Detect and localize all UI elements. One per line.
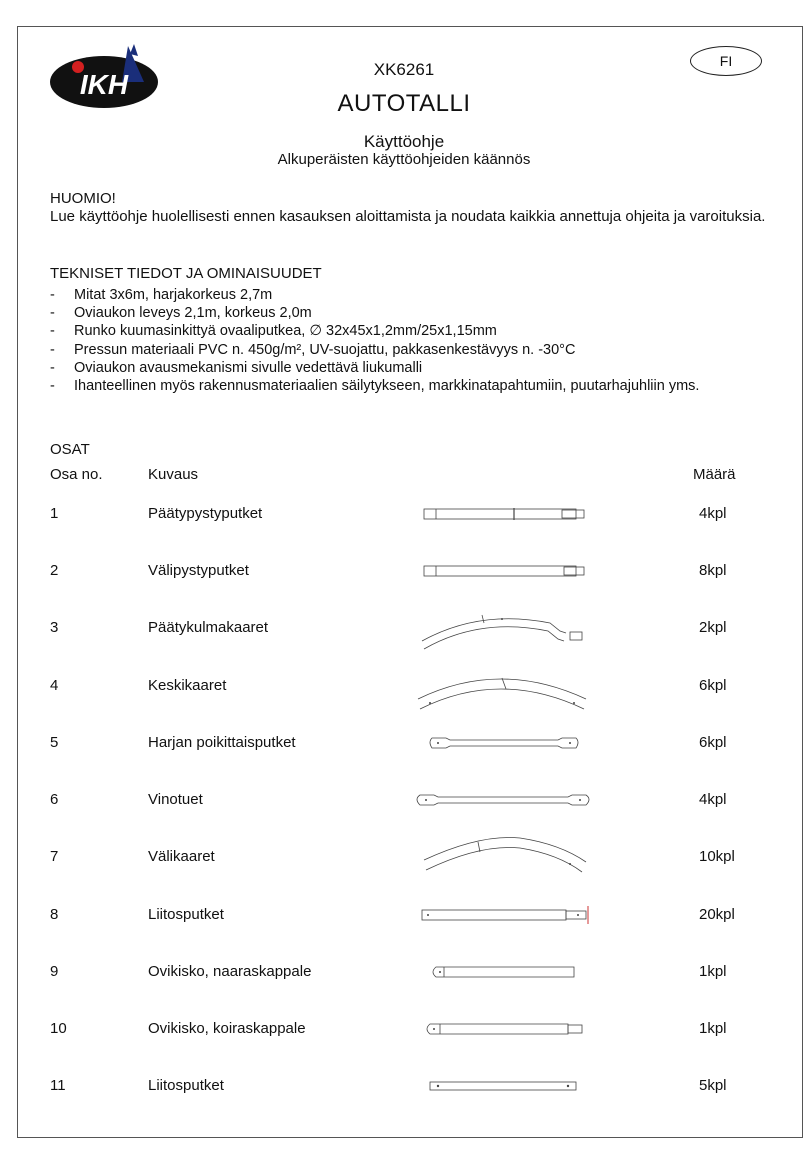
door-rail-male-drawing	[410, 1006, 600, 1050]
part-row	[0, 1077, 808, 1107]
spec-item: - Runko kuumasinkittyä ovaaliputkea, ∅ 32x45x1,2mm/25x1,15mm	[50, 323, 497, 340]
logo-text: IKH	[79, 69, 129, 100]
translation-note: Alkuperäisten käyttöohjeiden käännös	[277, 151, 531, 168]
part-quantity: 20kpl	[699, 906, 735, 923]
upright-post-drawing	[410, 491, 600, 535]
part-description: Päätypystyputket	[148, 505, 263, 522]
ridge-crossbar-drawing	[410, 720, 600, 764]
part-quantity: 2kpl	[699, 619, 727, 636]
part-row	[0, 734, 808, 764]
part-description: Päätykulmakaaret	[148, 619, 269, 636]
part-row	[0, 906, 808, 936]
part-row	[0, 963, 808, 993]
parts-heading: OSAT	[50, 441, 90, 458]
connector-tube-short-drawing	[410, 1063, 600, 1107]
part-description: Välipystyputket	[148, 562, 249, 579]
part-quantity: 10kpl	[699, 848, 735, 865]
end-corner-arch-drawing	[410, 605, 600, 649]
specs-heading: TEKNISET TIEDOT JA OMINAISUUDET	[50, 265, 322, 282]
part-number: 8	[50, 906, 59, 923]
part-description: Välikaaret	[148, 848, 215, 865]
door-rail-female-drawing	[410, 949, 600, 993]
part-quantity: 5kpl	[699, 1077, 727, 1094]
column-header-qty: Määrä	[693, 466, 736, 483]
part-description: Liitosputket	[148, 906, 224, 923]
part-number: 2	[50, 562, 59, 579]
middle-post-drawing	[410, 548, 600, 592]
part-description: Ovikisko, naaraskappale	[148, 963, 312, 980]
spec-item: - Oviaukon leveys 2,1m, korkeus 2,0m	[50, 305, 312, 322]
part-description: Keskikaaret	[148, 677, 227, 694]
part-quantity: 8kpl	[699, 562, 727, 579]
part-description: Vinotuet	[148, 791, 203, 808]
document-title: AUTOTALLI	[337, 90, 471, 117]
model-number: XK6261	[373, 60, 435, 79]
document-subtitle: Käyttöohje	[363, 132, 445, 151]
diagonal-brace-drawing	[410, 777, 600, 821]
part-row	[0, 619, 808, 649]
spec-item: - Pressun materiaali PVC n. 450g/m², UV-suojattu, pakkasenkestävyys n. -30°C	[50, 341, 576, 358]
part-row	[0, 677, 808, 707]
part-row	[0, 1020, 808, 1050]
part-quantity: 4kpl	[699, 791, 727, 808]
part-row	[0, 562, 808, 592]
part-number: 9	[50, 963, 59, 980]
part-row	[0, 505, 808, 535]
part-number: 6	[50, 791, 59, 808]
specs-list	[50, 286, 699, 395]
part-quantity: 6kpl	[699, 677, 727, 694]
part-number: 11	[50, 1077, 66, 1094]
column-header-no: Osa no.	[50, 466, 103, 483]
part-description: Harjan poikittaisputket	[148, 734, 296, 751]
part-description: Liitosputket	[148, 1077, 224, 1094]
notice-heading: HUOMIO!	[50, 190, 116, 207]
part-description: Ovikisko, koiraskappale	[148, 1020, 306, 1037]
language-badge: FI	[690, 46, 762, 76]
part-quantity: 4kpl	[699, 505, 727, 522]
column-header-desc: Kuvaus	[148, 466, 199, 483]
part-row	[0, 848, 808, 878]
intermediate-arch-drawing	[410, 834, 600, 878]
part-number: 5	[50, 734, 59, 751]
part-quantity: 6kpl	[699, 734, 727, 751]
spec-item: - Oviaukon avausmekanismi sivulle vedettävä liukumalli	[50, 359, 423, 376]
spec-item: - Mitat 3x6m, harjakorkeus 2,7m	[50, 287, 273, 303]
part-number: 10	[50, 1020, 67, 1037]
part-number: 4	[50, 677, 59, 694]
middle-arch-drawing	[410, 663, 600, 707]
spec-item: - Ihanteellinen myös rakennusmateriaalien säilytykseen, markkinatapahtumiin, puutarhajuhliin yms.	[50, 378, 700, 395]
connector-tube-drawing	[410, 892, 600, 936]
part-quantity: 1kpl	[699, 1020, 727, 1037]
part-quantity: 1kpl	[699, 963, 727, 980]
part-row	[0, 791, 808, 821]
part-number: 7	[50, 848, 59, 865]
part-number: 3	[50, 619, 59, 636]
notice-text: Lue käyttöohje huolellisesti ennen kasauksen aloittamista ja noudata kaikkia annettuja ohjeita ja varoituksia.	[50, 208, 766, 225]
part-number: 1	[50, 505, 59, 522]
